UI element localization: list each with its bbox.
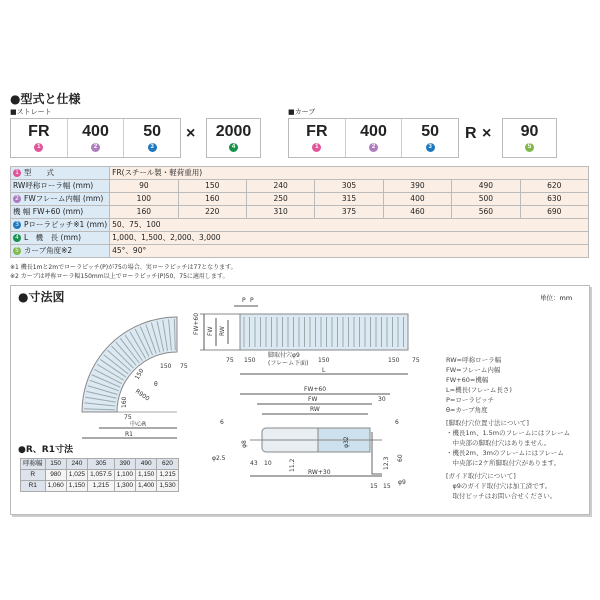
label-hole: 脚取付穴φ9	[268, 352, 300, 359]
marker-2: 2	[369, 143, 378, 152]
cell: 1,057.5	[88, 470, 115, 481]
label-150: 150	[160, 363, 172, 370]
cell: 呼称幅	[21, 459, 46, 470]
cell: 500	[452, 193, 520, 206]
model-code-value: FR	[306, 123, 328, 140]
model-width-value: 400	[82, 123, 109, 140]
label-150: 150	[388, 357, 400, 364]
model-width	[68, 119, 125, 157]
model-length-value: 2000	[215, 123, 252, 140]
cell: 45°、90°	[110, 245, 589, 258]
marker-5: 5	[13, 247, 21, 255]
cell: 150	[45, 459, 66, 470]
cell: 620	[157, 459, 178, 470]
marker-4: 4	[229, 143, 238, 152]
cell: R	[21, 470, 46, 481]
curve-drawing	[40, 300, 200, 445]
label-p: P	[242, 297, 246, 304]
label-75: 75	[180, 363, 188, 370]
cell: 240	[246, 180, 314, 193]
cell: 490	[452, 180, 520, 193]
label-fw: FW	[308, 396, 318, 403]
row-header	[11, 193, 110, 206]
cell: 100	[110, 193, 178, 206]
cell: 1,215	[157, 470, 178, 481]
straight-model-box	[10, 118, 181, 158]
cell: 1,215	[88, 481, 115, 492]
cell: 220	[178, 206, 246, 219]
cell: 250	[246, 193, 314, 206]
guide-note: 取付ピッチはお問い合せください。	[446, 492, 557, 500]
unit-label: 単位：mm	[540, 294, 573, 302]
legend-item: P=ローラピッチ	[446, 396, 495, 404]
row-label: FWフレーム内幅 (mm)	[24, 194, 104, 203]
straight-drawing	[190, 290, 430, 380]
row-header: RW呼称ローラ幅 (mm)	[11, 180, 110, 193]
label-r1: R1	[125, 431, 133, 438]
row-header: 機 幅 FW+60 (mm)	[11, 206, 110, 219]
cell: 1,530	[157, 481, 178, 492]
label-r900: R900	[133, 387, 151, 403]
marker-1: 1	[312, 143, 321, 152]
legend-item: L=機長(フレーム長さ)	[446, 386, 512, 394]
r-table	[20, 458, 179, 492]
cell: 1,025	[66, 470, 87, 481]
table-row	[11, 232, 589, 245]
table-row	[21, 470, 179, 481]
cell: 1,150	[136, 470, 157, 481]
cell: 980	[45, 470, 66, 481]
spec-table	[10, 166, 589, 258]
hole-title: [脚取付穴位置寸法について]	[446, 419, 529, 427]
cell: 160	[178, 193, 246, 206]
label-fw: FW	[207, 326, 214, 336]
cell: 90	[110, 180, 178, 193]
model-code	[289, 119, 346, 157]
label-15: 15	[370, 483, 378, 490]
legend-item: θ=カーブ角度	[446, 406, 488, 414]
legend-item: RW=呼称ローラ幅	[446, 356, 502, 364]
label-150: 150	[318, 357, 330, 364]
table-row	[11, 206, 589, 219]
marker-5: 5	[525, 143, 534, 152]
label-center-r: 中心R	[130, 421, 147, 428]
cell: 690	[520, 206, 588, 219]
row-header	[11, 245, 110, 258]
label-6: 6	[220, 419, 224, 426]
times-sign: ×	[482, 125, 492, 142]
table-row	[11, 245, 589, 258]
section-title: ●型式と仕様	[10, 92, 81, 106]
label-150: 150	[133, 367, 146, 381]
note-1: ※1 機長1mと2mでローラピッチ(P)が75の場合、実ローラピッチは77となります。	[10, 264, 237, 271]
cell: 1,100	[114, 470, 135, 481]
marker-3: 3	[13, 221, 21, 229]
cell: 50、75、100	[110, 219, 589, 232]
marker-2: 2	[91, 143, 100, 152]
cell: 1,060	[45, 481, 66, 492]
cell: 390	[114, 459, 135, 470]
cell: 150	[178, 180, 246, 193]
cell: 305	[315, 180, 383, 193]
cell: 460	[383, 206, 451, 219]
marker-1: 1	[13, 169, 21, 177]
cell: 305	[88, 459, 115, 470]
label-160: 160	[121, 396, 128, 408]
label-rw: RW	[219, 326, 226, 336]
cell: 1,150	[66, 481, 87, 492]
label-11-2: 11.2	[289, 458, 296, 472]
marker-3: 3	[426, 143, 435, 152]
straight-length-box	[206, 118, 261, 158]
cell: 375	[315, 206, 383, 219]
cell: 400	[383, 193, 451, 206]
conveyor-bed	[240, 314, 408, 350]
cell: 560	[452, 206, 520, 219]
model-pitch	[402, 119, 458, 157]
cell: 1,000、1,500、2,000、3,000	[110, 232, 589, 245]
label-fw60: FW+60	[304, 386, 327, 393]
table-row	[11, 193, 589, 206]
label-p: P	[250, 297, 254, 304]
model-angle-value: 90	[520, 123, 539, 140]
cell: 160	[110, 206, 178, 219]
row-label: カーブ角度※2	[24, 246, 73, 255]
hole-note: 中央部の脚取付穴はありません。	[446, 439, 551, 447]
label-60: 60	[397, 454, 404, 462]
straight-label: ■ストレート	[10, 108, 52, 116]
curve-model-box	[288, 118, 459, 158]
dimension-title: ●寸法図	[18, 290, 65, 304]
cell: 310	[246, 206, 314, 219]
model-length	[207, 119, 260, 157]
model-pitch-value: 50	[421, 123, 440, 140]
r-sign: R	[465, 125, 477, 142]
hole-note: ・機長1m、1.5mのフレームにはフレーム	[446, 429, 571, 437]
row-header	[11, 167, 110, 180]
cell: 390	[383, 180, 451, 193]
label-6: 6	[395, 419, 399, 426]
model-code	[11, 119, 68, 157]
r-table-title: ●R、R1寸法	[18, 445, 73, 455]
marker-4: 4	[13, 234, 21, 242]
label-rw30: RW+30	[308, 469, 331, 476]
guide-note: φ9のガイド取付穴は加工済です。	[446, 482, 552, 490]
curve-angle-box	[502, 118, 557, 158]
model-pitch	[124, 119, 180, 157]
label-30: 30	[378, 396, 386, 403]
cell: FR(スチール製・軽荷重用)	[110, 167, 589, 180]
model-width	[346, 119, 403, 157]
cell: 315	[315, 193, 383, 206]
curve-label: ■カーブ	[288, 108, 316, 116]
table-row	[11, 219, 589, 232]
cell: 630	[520, 193, 588, 206]
times-sign: ×	[186, 125, 196, 142]
label-hole-note: (フレーム下面)	[268, 360, 309, 367]
label-15: 15	[383, 483, 391, 490]
cell: 240	[66, 459, 87, 470]
section-drawing	[200, 380, 430, 495]
guide-title: [ガイド取付穴について]	[446, 472, 516, 480]
model-pitch-value: 50	[143, 123, 162, 140]
cell: 620	[520, 180, 588, 193]
row-label: L 機 長 (mm)	[24, 233, 82, 242]
label-43: 43	[250, 460, 258, 467]
row-label: 型 式	[24, 168, 54, 177]
table-row	[21, 481, 179, 492]
cell: 490	[136, 459, 157, 470]
cell: 1,400	[136, 481, 157, 492]
label-10: 10	[264, 460, 272, 467]
model-code-value: FR	[28, 123, 50, 140]
legend-item: FW=フレーム内幅	[446, 366, 501, 374]
hole-note: 中央部に2ケ所脚取付穴があります。	[446, 459, 561, 467]
label-rw: RW	[310, 406, 320, 413]
marker-2: 2	[13, 195, 21, 203]
hole-note: ・機長2m、3mのフレームにはフレーム	[446, 449, 564, 457]
cell: R1	[21, 481, 46, 492]
legend	[446, 355, 570, 501]
label-75: 75	[124, 414, 132, 421]
cell: 1,300	[114, 481, 135, 492]
marker-3: 3	[148, 143, 157, 152]
row-label: Pローラピッチ※1 (mm)	[24, 220, 108, 229]
label-phi2-5: φ2.5	[212, 455, 226, 462]
note-2: ※2 カーブは呼称ローラ幅150mm以上でローラピッチ(P)50、75に適用します。	[10, 273, 229, 280]
legend-item: FW+60=機幅	[446, 376, 489, 384]
label-fw60: FW+60	[193, 312, 200, 335]
label-phi9: φ9	[398, 479, 406, 486]
label-75: 75	[412, 357, 420, 364]
label-75: 75	[226, 357, 234, 364]
row-header	[11, 219, 110, 232]
label-150: 150	[244, 357, 256, 364]
table-row	[11, 167, 589, 180]
model-width-value: 400	[360, 123, 387, 140]
label-l: L	[322, 367, 326, 374]
table-row	[21, 459, 179, 470]
model-angle	[503, 119, 556, 157]
label-phi32: φ32	[343, 436, 350, 448]
label-theta: θ	[154, 381, 158, 388]
table-row	[11, 180, 589, 193]
marker-1: 1	[34, 143, 43, 152]
label-phi8: φ8	[241, 440, 248, 448]
label-12-3: 12.3	[383, 456, 390, 470]
row-header	[11, 232, 110, 245]
